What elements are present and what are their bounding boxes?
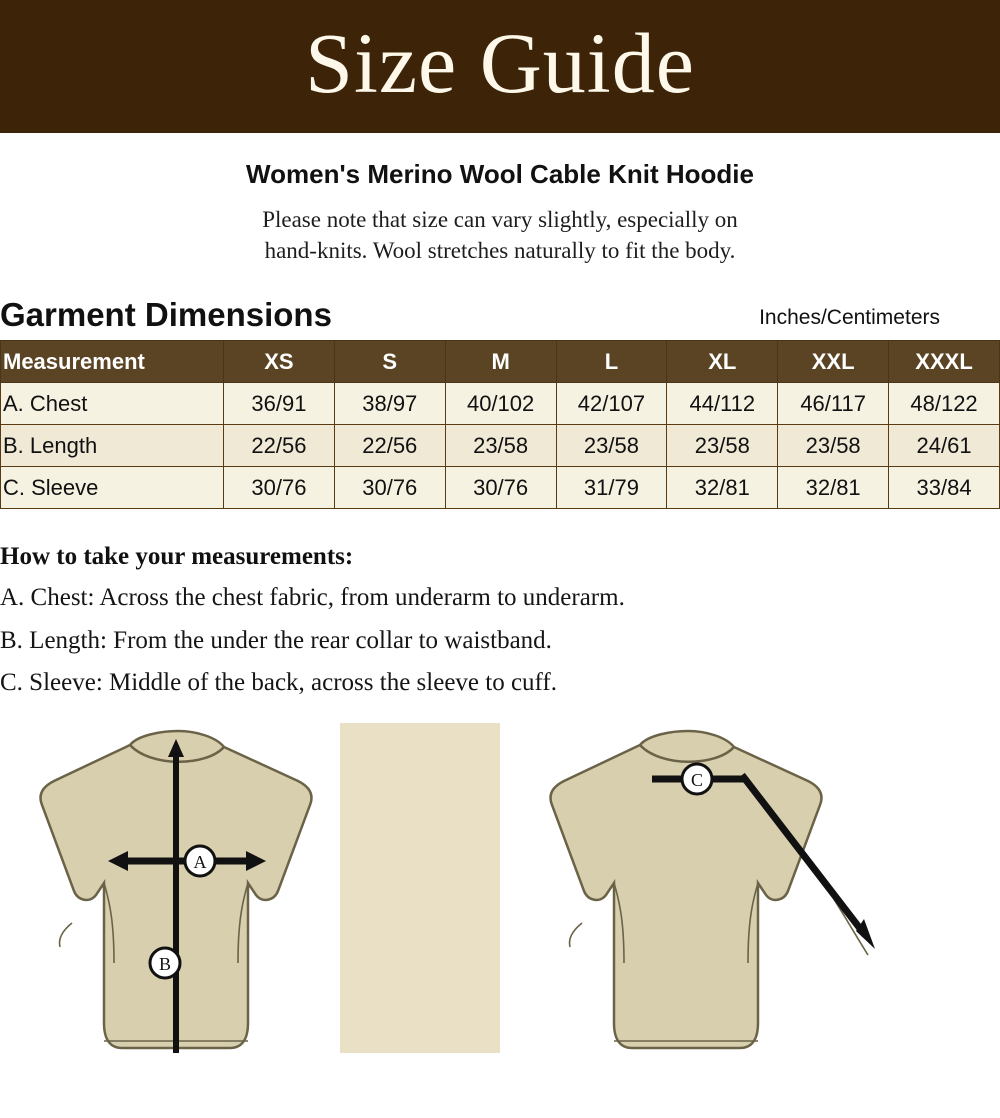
cell-length-xs: 22/56 [224,425,335,467]
column-header-xxxl: XXXL [889,341,1000,383]
column-header-l: L [556,341,667,383]
size-note-line-2: hand-knits. Wool stretches naturally to fit the body. [264,238,736,264]
section-title-garment-dimensions: Garment Dimensions [0,296,332,334]
marker-c-label: C [690,769,704,790]
how-to-title: How to take your measurements: [0,543,354,571]
cell-length-xl: 23/58 [667,425,778,467]
marker-b-label: B [158,953,172,974]
column-header-xxl: XXL [778,341,889,383]
how-to-measure-section [0,543,1000,705]
how-to-line-chest: A. Chest: Across the chest fabric, from underarm to underarm. [0,584,625,612]
column-header-measurement: Measurement [1,341,224,383]
cell-length-m: 23/58 [445,425,556,467]
column-header-m: M [445,341,556,383]
cell-sleeve-l: 31/79 [556,467,667,509]
row-label-length: B. Length [1,425,224,467]
size-chart-table [0,340,1000,509]
table-row [1,383,1000,425]
cell-chest-xxl: 46/117 [778,383,889,425]
garment-front-diagram [10,723,330,1053]
table-header-row [1,341,1000,383]
cell-sleeve-xl: 32/81 [667,467,778,509]
column-header-xl: XL [667,341,778,383]
row-label-chest: A. Chest [1,383,224,425]
cell-length-xxl: 23/58 [778,425,889,467]
units-label: Inches/Centimeters [759,306,940,330]
cell-length-l: 23/58 [556,425,667,467]
cell-chest-xl: 44/112 [667,383,778,425]
table-row [1,425,1000,467]
size-note-line-1: Please note that size can vary slightly, especially on [262,207,738,232]
cell-chest-s: 38/97 [334,383,445,425]
how-to-line-sleeve: C. Sleeve: Middle of the back, across the sleeve to cuff. [0,669,558,697]
cell-sleeve-xxxl: 33/84 [889,467,1000,509]
table-row [1,467,1000,509]
marker-a-label: A [193,851,207,872]
column-header-s: S [334,341,445,383]
column-header-xs: XS [224,341,335,383]
cell-sleeve-xs: 30/76 [224,467,335,509]
cell-chest-l: 42/107 [556,383,667,425]
cell-chest-m: 40/102 [445,383,556,425]
cell-chest-xs: 36/91 [224,383,335,425]
product-name: Women's Merino Wool Cable Knit Hoodie [246,159,754,189]
row-label-sleeve: C. Sleeve [1,467,224,509]
cell-sleeve-xxl: 32/81 [778,467,889,509]
how-to-line-length: B. Length: From the under the rear collar to waistband. [0,626,552,654]
fabric-swatch [340,723,500,1053]
cell-length-s: 22/56 [334,425,445,467]
cell-sleeve-m: 30/76 [445,467,556,509]
garment-back-diagram [520,723,920,1053]
cell-chest-xxxl: 48/122 [889,383,1000,425]
dimensions-heading-row [0,296,1000,334]
size-note [90,204,910,266]
cell-length-xxxl: 24/61 [889,425,1000,467]
measurement-illustrations [0,723,1000,1053]
cell-sleeve-s: 30/76 [334,467,445,509]
page-title: Size Guide [305,14,695,111]
header-banner [0,0,1000,133]
